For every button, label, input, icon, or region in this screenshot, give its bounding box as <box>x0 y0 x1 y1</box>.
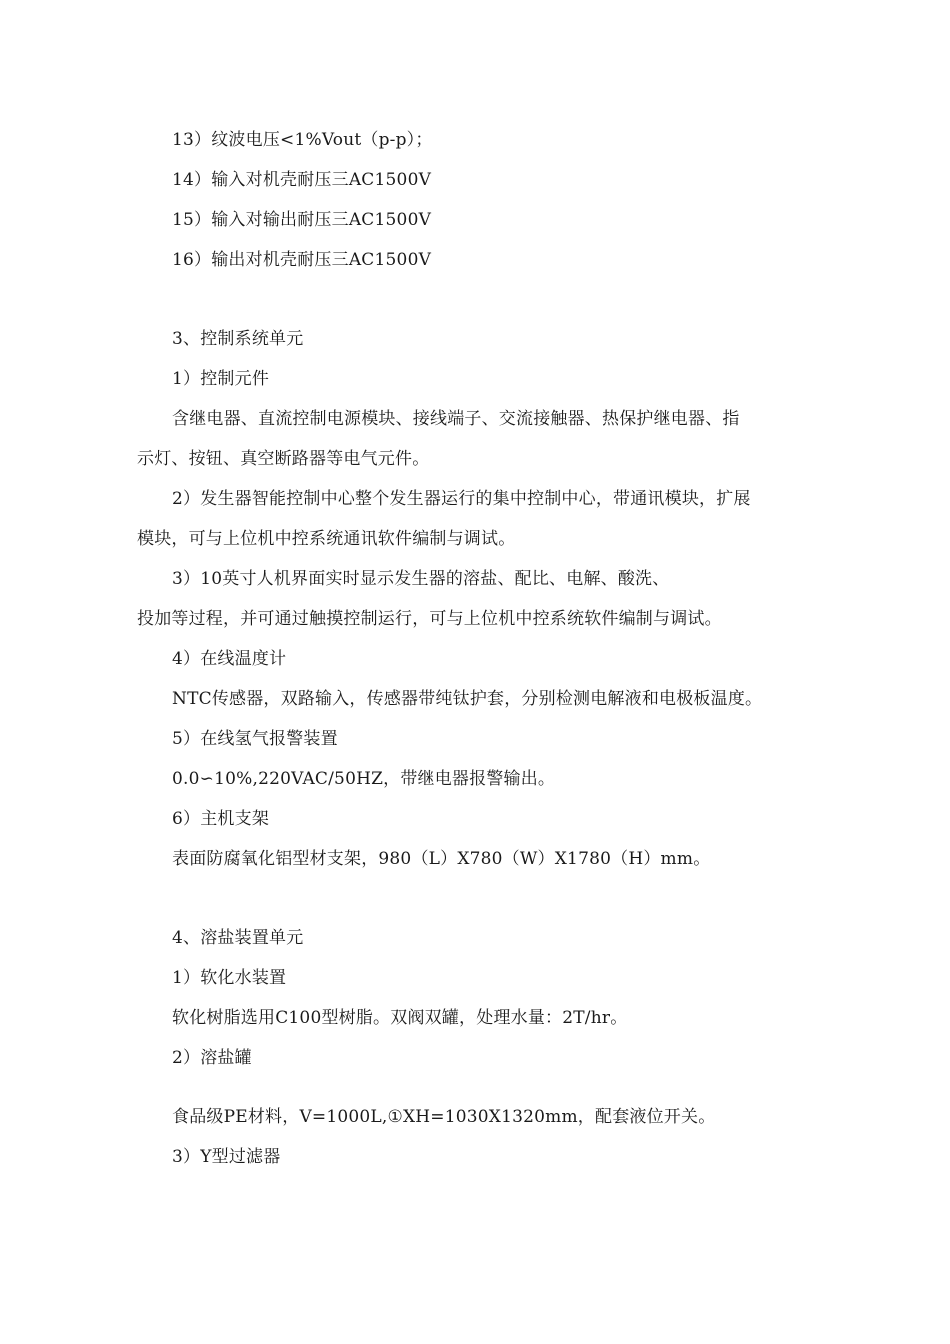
section-heading-control-system: 3、控制系统单元 <box>172 329 304 349</box>
spec-item-15: 15）输入对输出耐压三AC1500V <box>172 210 432 230</box>
paragraph-salt-tank: 食品级PE材料，V=1000L,①XH=1030X1320mm，配套液位开关。 <box>172 1107 716 1127</box>
paragraph-control-elements-line-1: 含继电器、直流控制电源模块、接线端子、交流接触器、热保护继电器、指 <box>172 409 740 429</box>
subheading-salt-tank: 2）溶盐罐 <box>172 1048 252 1068</box>
spec-item-16: 16）输出对机壳耐压三AC1500V <box>172 250 432 270</box>
paragraph-control-center-line-2: 模块，可与上位机中控系统通讯软件编制与调试。 <box>137 529 516 549</box>
subheading-control-elements: 1）控制元件 <box>172 369 270 389</box>
subheading-main-frame: 6）主机支架 <box>172 809 270 829</box>
subheading-water-softener: 1）软化水装置 <box>172 968 287 988</box>
paragraph-control-elements-line-2: 示灯、按钮、真空断路器等电气元件。 <box>137 449 430 469</box>
subheading-y-filter: 3）Y型过滤器 <box>172 1147 281 1167</box>
section-heading-salt-dissolving: 4、溶盐装置单元 <box>172 928 304 948</box>
paragraph-hmi-line-1: 3）10英寸人机界面实时显示发生器的溶盐、配比、电解、酸洗、 <box>172 569 670 589</box>
paragraph-hmi-line-2: 投加等过程，并可通过触摸控制运行，可与上位机中控系统软件编制与调试。 <box>137 609 722 629</box>
subheading-hydrogen-alarm: 5）在线氢气报警装置 <box>172 729 338 749</box>
paragraph-thermometer: NTC传感器，双路输入，传感器带纯钛护套，分别检测电解液和电极板温度。 <box>172 689 763 709</box>
paragraph-main-frame: 表面防腐氧化铝型材支架，980（L）X780（W）X1780（H）mm。 <box>172 849 711 869</box>
subheading-online-thermometer: 4）在线温度计 <box>172 649 287 669</box>
paragraph-water-softener: 软化树脂选用C100型树脂。双阀双罐，处理水量：2T/hr。 <box>172 1008 628 1028</box>
paragraph-hydrogen-alarm: 0.0∽10%,220VAC/50HZ，带继电器报警输出。 <box>172 769 556 789</box>
spec-item-13: 13）纹波电压<1%Vout（p-p）； <box>172 130 433 150</box>
spec-item-14: 14）输入对机壳耐压三AC1500V <box>172 170 432 190</box>
paragraph-control-center-line-1: 2）发生器智能控制中心整个发生器运行的集中控制中心，带通讯模块，扩展 <box>172 489 751 509</box>
